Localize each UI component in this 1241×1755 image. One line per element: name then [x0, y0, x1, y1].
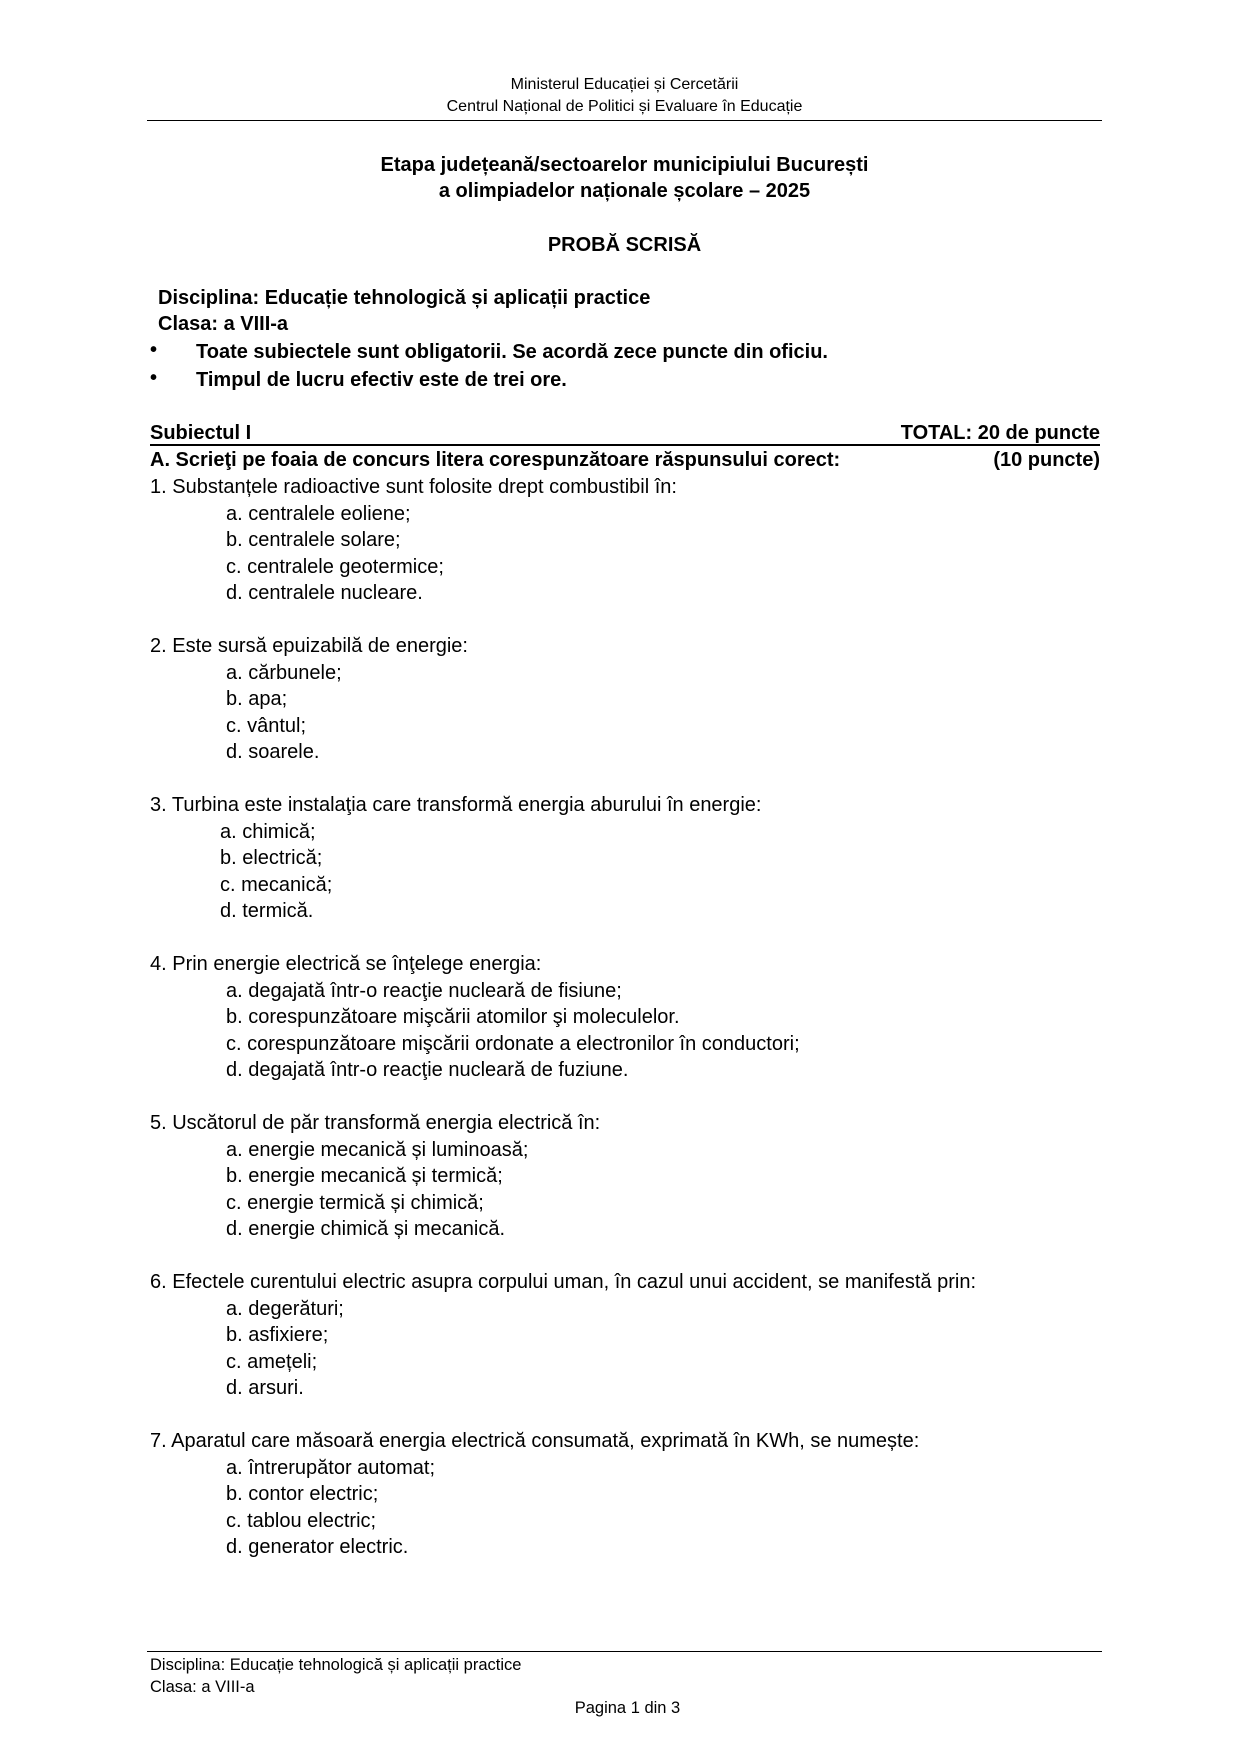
answer-option: a. cărbunele;	[226, 661, 342, 684]
part-a-instruction	[150, 447, 1100, 473]
question-2	[150, 633, 1100, 766]
footer-discipline: Disciplina: Educație tehnologică și aplicații practice	[150, 1656, 522, 1674]
answer-option: d. centralele nucleare.	[226, 582, 423, 604]
footer-rule	[147, 1651, 1102, 1652]
part-a-points: (10 puncte)	[993, 449, 1100, 471]
question-1	[150, 474, 1100, 607]
question-3	[150, 792, 1100, 925]
exam-title	[147, 152, 1102, 204]
answer-option: b. contor electric;	[226, 1483, 379, 1505]
bullet-icon: •	[150, 367, 158, 389]
question-text: 7. Aparatul care măsoară energia electrică consumată, exprimată în KWh, se numește:	[150, 1430, 920, 1452]
answer-option: c. energie termică și chimică;	[226, 1191, 484, 1214]
answer-option: a. chimică;	[220, 820, 316, 843]
center-name: Centrul Național de Politici și Evaluare în Educație	[446, 98, 803, 115]
question-text: 4. Prin energie electrică se înţelege energia:	[150, 953, 542, 975]
answer-option: c. amețeli;	[226, 1350, 318, 1373]
answer-option: c. vântul;	[226, 714, 307, 737]
answer-option: b. electrică;	[220, 847, 323, 869]
ministry-name: Ministerul Educației și Cercetării	[510, 76, 739, 93]
class-level: Clasa: a VIII-a	[158, 313, 289, 335]
answer-option: c. corespunzătoare mişcării ordonate a electronilor în conductori;	[226, 1032, 800, 1055]
section-heading	[150, 420, 1100, 446]
questions-list	[150, 474, 1100, 1587]
answer-option: b. asfixiere;	[226, 1324, 329, 1346]
answer-option: d. soarele.	[226, 741, 320, 763]
question-text: 5. Uscătorul de păr transformă energia electrică în:	[150, 1112, 601, 1134]
question-text: 1. Substanțele radioactive sunt folosite drept combustibil în:	[150, 476, 677, 498]
question-text: 6. Efectele curentului electric asupra corpului uman, în cazul unui accident, se manifestă prin:	[150, 1271, 976, 1293]
rule-2: Timpul de lucru efectiv este de trei ore.	[196, 369, 567, 391]
question-4	[150, 951, 1100, 1084]
exam-type: PROBĂ SCRISĂ	[547, 234, 702, 256]
answer-option: c. mecanică;	[220, 873, 333, 896]
answer-option: a. întrerupător automat;	[226, 1456, 436, 1479]
answer-option: b. centralele solare;	[226, 529, 401, 551]
answer-option: b. corespunzătoare mişcării atomilor şi moleculelor.	[226, 1006, 680, 1028]
answer-option: b. apa;	[226, 688, 288, 710]
answer-option: d. degajată într-o reacţie nucleară de fuziune.	[226, 1059, 629, 1081]
answer-option: a. energie mecanică și luminoasă;	[226, 1138, 529, 1161]
question-text: 3. Turbina este instalaţia care transformă energia aburului în energie:	[150, 794, 762, 816]
discipline: Disciplina: Educație tehnologică și aplicații practice	[158, 287, 651, 309]
section-name: Subiectul I	[150, 422, 252, 444]
answer-option: d. termică.	[220, 900, 314, 922]
section-total: TOTAL: 20 de puncte	[900, 422, 1100, 444]
answer-option: b. energie mecanică și termică;	[226, 1165, 503, 1187]
title-line-1: Etapa județeană/sectoarelor municipiului București	[380, 154, 869, 176]
answer-option: d. energie chimică și mecanică.	[226, 1218, 506, 1240]
part-a-text: A. Scrieţi pe foaia de concurs litera corespunzătoare răspunsului corect:	[150, 449, 841, 471]
answer-option: c. centralele geotermice;	[226, 555, 444, 578]
question-text: 2. Este sursă epuizabilă de energie:	[150, 635, 468, 657]
header-rule	[147, 120, 1102, 121]
page-header	[147, 74, 1102, 118]
question-5	[150, 1110, 1100, 1243]
answer-option: c. tablou electric;	[226, 1509, 377, 1532]
title-line-2: a olimpiadelor naționale școlare – 2025	[438, 180, 811, 202]
answer-option: d. generator electric.	[226, 1536, 409, 1558]
question-7	[150, 1428, 1100, 1561]
answer-option: d. arsuri.	[226, 1377, 304, 1399]
answer-option: a. degajată într-o reacţie nucleară de fisiune;	[226, 979, 622, 1002]
bullet-icon: •	[150, 339, 158, 361]
answer-option: a. degerături;	[226, 1297, 344, 1320]
page-number: Pagina 1 din 3	[574, 1699, 681, 1717]
answer-option: a. centralele eoliene;	[226, 502, 411, 525]
question-6	[150, 1269, 1100, 1402]
rule-1: Toate subiectele sunt obligatorii. Se acordă zece puncte din oficiu.	[196, 341, 828, 363]
footer-class: Clasa: a VIII-a	[150, 1678, 255, 1696]
